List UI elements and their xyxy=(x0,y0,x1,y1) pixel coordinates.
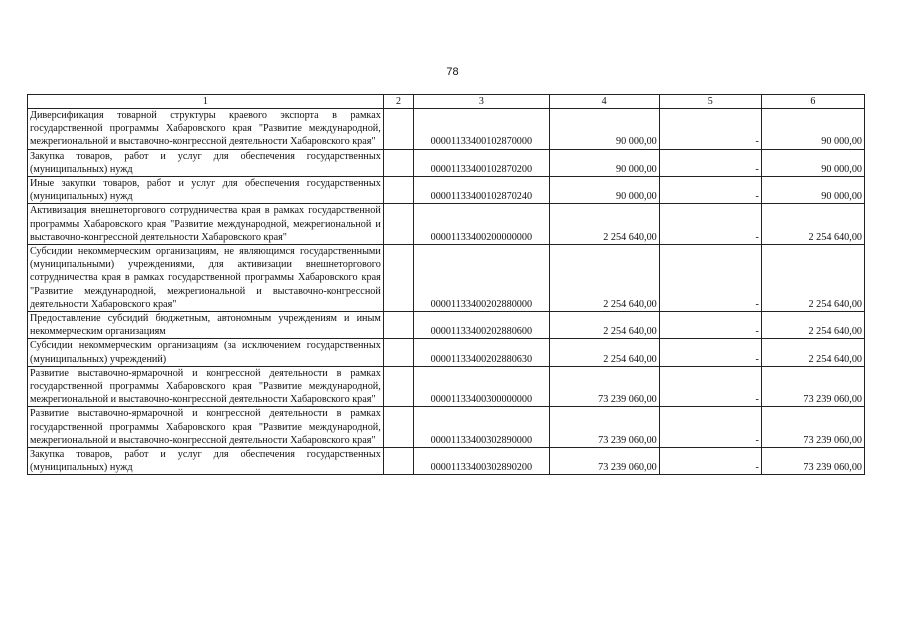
row-col2 xyxy=(383,177,413,204)
row-col6: 90 000,00 xyxy=(761,177,864,204)
table-row xyxy=(28,312,865,339)
row-col6: 73 239 060,00 xyxy=(761,407,864,448)
row-col5: - xyxy=(659,366,761,407)
row-col5: - xyxy=(659,407,761,448)
row-col6: 2 254 640,00 xyxy=(761,245,864,312)
row-col2 xyxy=(383,109,413,150)
header-col-1: 1 xyxy=(28,95,384,109)
table-row xyxy=(28,366,865,407)
row-col6: 2 254 640,00 xyxy=(761,204,864,245)
row-col2 xyxy=(383,339,413,366)
table-row xyxy=(28,448,865,475)
table-row xyxy=(28,177,865,204)
row-col5: - xyxy=(659,177,761,204)
row-name: Субсидии некоммерческим организациям (за исключением государственных (муниципальных) учреждений) xyxy=(28,339,384,366)
row-col6: 2 254 640,00 xyxy=(761,312,864,339)
row-code: 00001133400302890200 xyxy=(414,448,549,475)
row-code: 00001133400102870200 xyxy=(414,149,549,176)
row-code: 00001133400202880630 xyxy=(414,339,549,366)
row-col2 xyxy=(383,407,413,448)
row-code: 00001133400102870000 xyxy=(414,109,549,150)
row-amount: 73 239 060,00 xyxy=(549,407,659,448)
row-col5: - xyxy=(659,312,761,339)
row-amount: 2 254 640,00 xyxy=(549,339,659,366)
row-name: Закупка товаров, работ и услуг для обеспечения государственных (муниципальных) нужд xyxy=(28,149,384,176)
row-name: Предоставление субсидий бюджетным, автономным учреждениям и иным некоммерческим организациям xyxy=(28,312,384,339)
row-col2 xyxy=(383,204,413,245)
budget-table xyxy=(27,94,865,475)
row-col5: - xyxy=(659,149,761,176)
row-col5: - xyxy=(659,109,761,150)
row-col5: - xyxy=(659,204,761,245)
page-number: 78 xyxy=(446,66,459,78)
row-amount: 90 000,00 xyxy=(549,109,659,150)
row-amount: 73 239 060,00 xyxy=(549,366,659,407)
row-amount: 90 000,00 xyxy=(549,177,659,204)
table-row xyxy=(28,407,865,448)
row-name: Диверсификация товарной структуры краевого экспорта в рамках государственной программы Хабаровского края "Развитие международной, межрегиональной и выставочно-конгрессной деятельности Хабаровского края" xyxy=(28,109,384,150)
row-code: 00001133400102870240 xyxy=(414,177,549,204)
row-amount: 90 000,00 xyxy=(549,149,659,176)
table-row xyxy=(28,339,865,366)
row-code: 00001133400202880600 xyxy=(414,312,549,339)
row-col6: 73 239 060,00 xyxy=(761,448,864,475)
row-col2 xyxy=(383,149,413,176)
row-amount: 73 239 060,00 xyxy=(549,448,659,475)
row-name: Субсидии некоммерческим организациям, не являющимся государственными (муниципальными) учреждениями, для активизации внешнеторгового сотрудничества края в рамках государственной программы Хабаровского края "Развитие международной, межрегиональной и выставочно-конгрессной деятельности Хабаровского края" xyxy=(28,245,384,312)
row-col5: - xyxy=(659,245,761,312)
row-code: 00001133400300000000 xyxy=(414,366,549,407)
row-name: Развитие выставочно-ярмарочной и конгрессной деятельности в рамках государственной программы Хабаровского края "Развитие международной, межрегиональной и выставочно-конгрессной деятельности Хабаровского края" xyxy=(28,366,384,407)
row-name: Развитие выставочно-ярмарочной и конгрессной деятельности в рамках государственной программы Хабаровского края "Развитие международной, межрегиональной и выставочно-конгрессной деятельности Хабаровского края" xyxy=(28,407,384,448)
header-col-6: 6 xyxy=(761,95,864,109)
header-col-2: 2 xyxy=(383,95,413,109)
table-row xyxy=(28,109,865,150)
row-col5: - xyxy=(659,448,761,475)
row-name: Активизация внешнеторгового сотрудничества края в рамках государственной программы Хабаровского края "Развитие международной, межрегиональной и выставочно-конгрессной деятельности Хабаровского края" xyxy=(28,204,384,245)
header-col-4: 4 xyxy=(549,95,659,109)
header-col-3: 3 xyxy=(414,95,549,109)
row-amount: 2 254 640,00 xyxy=(549,204,659,245)
row-amount: 2 254 640,00 xyxy=(549,312,659,339)
row-col6: 90 000,00 xyxy=(761,149,864,176)
row-col5: - xyxy=(659,339,761,366)
row-col2 xyxy=(383,448,413,475)
row-name: Закупка товаров, работ и услуг для обеспечения государственных (муниципальных) нужд xyxy=(28,448,384,475)
row-col2 xyxy=(383,245,413,312)
row-col6: 73 239 060,00 xyxy=(761,366,864,407)
header-col-5: 5 xyxy=(659,95,761,109)
row-amount: 2 254 640,00 xyxy=(549,245,659,312)
table-row xyxy=(28,245,865,312)
header-row xyxy=(28,95,865,109)
row-col6: 2 254 640,00 xyxy=(761,339,864,366)
row-code: 00001133400202880000 xyxy=(414,245,549,312)
table-row xyxy=(28,149,865,176)
row-code: 00001133400200000000 xyxy=(414,204,549,245)
row-name: Иные закупки товаров, работ и услуг для обеспечения государственных (муниципальных) нужд xyxy=(28,177,384,204)
table-row xyxy=(28,204,865,245)
row-col6: 90 000,00 xyxy=(761,109,864,150)
row-col2 xyxy=(383,312,413,339)
row-code: 00001133400302890000 xyxy=(414,407,549,448)
row-col2 xyxy=(383,366,413,407)
